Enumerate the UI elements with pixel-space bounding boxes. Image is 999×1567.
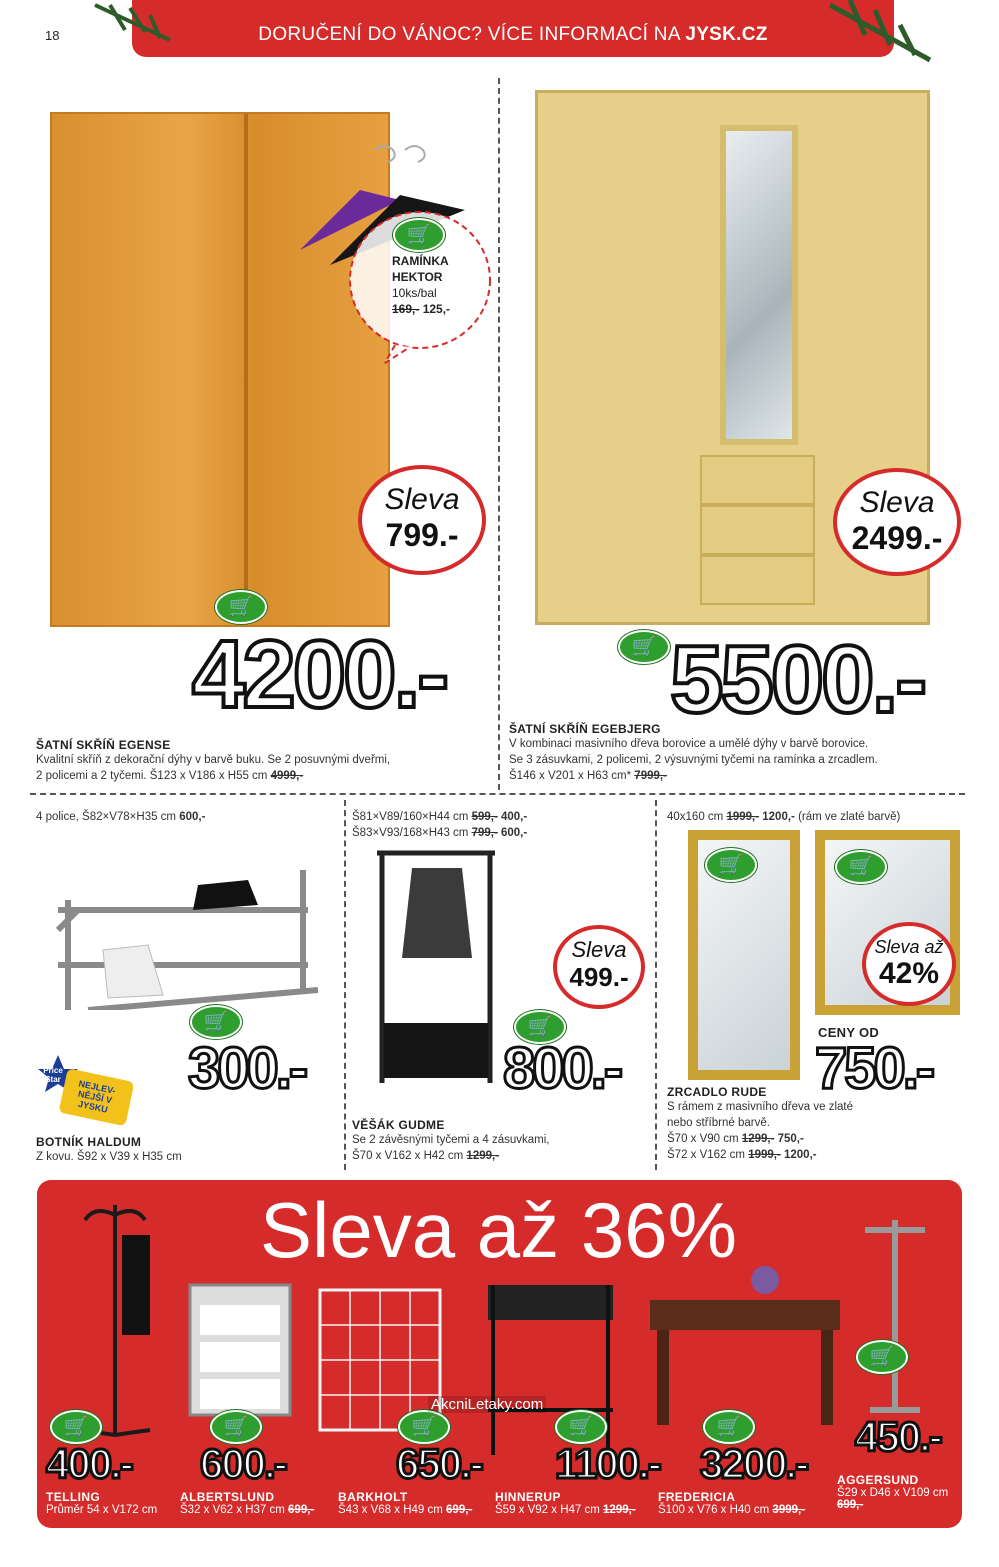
egebjerg-desc1: V kombinaci masivního dřeva borovice a umělé dýhy v barvě borovice.	[509, 738, 869, 750]
coat-stand-image	[70, 1195, 160, 1440]
drawer	[700, 555, 815, 605]
divider	[30, 793, 965, 795]
sale-pct: 42%	[878, 957, 940, 990]
albertslund-info	[180, 1490, 314, 1516]
haldum-variant-text: 4 police, Š82×V78×H35 cm	[36, 811, 180, 823]
sale-price: 499.-	[569, 962, 629, 992]
cart-icon[interactable]: 🛒	[555, 1410, 607, 1444]
sale-price: 2499.-	[851, 520, 943, 556]
rude-d3-new: 750,-	[774, 1133, 804, 1145]
barkholt-desc: Š43 x V68 x H49 cm	[338, 1504, 447, 1516]
hinnerup-name: HINNERUP	[495, 1490, 561, 1504]
hinnerup-info	[495, 1490, 636, 1516]
gudme-variants	[352, 809, 527, 841]
barkholt-info	[338, 1490, 472, 1516]
cart-icon[interactable]: 🛒	[50, 1410, 102, 1444]
shoe-rack-image	[48, 870, 318, 1010]
haldum-price: 300.-	[188, 1036, 306, 1101]
gudme-v1-old: 599,-	[471, 811, 498, 823]
banner-text: DORUČENÍ DO VÁNOC? VÍCE INFORMACÍ NA	[258, 24, 686, 45]
page-number: 18	[45, 28, 60, 43]
rude-variant	[667, 809, 900, 825]
egense-price: 4200.-	[192, 621, 447, 728]
fredericia-info	[658, 1490, 805, 1516]
cart-icon[interactable]: 🛒	[190, 1005, 242, 1039]
badge-cheapest-text: NEJLEV-NĚJŠÍ V JYSKU	[77, 1078, 117, 1115]
egebjerg-price: 5500.-	[670, 626, 925, 733]
rude-d3: Š70 x V90 cm	[667, 1133, 742, 1145]
sale-label: Sleva až	[874, 937, 944, 957]
albertslund-price: 600.-	[200, 1440, 286, 1487]
rude-variant-note: (rám ve zlaté barvě)	[794, 811, 901, 823]
telling-info	[46, 1490, 157, 1516]
egense-name: ŠATNÍ SKŘÍŇ EGENSE	[36, 738, 171, 752]
egense-desc2: 2 policemi a 2 tyčemi. Š123 x V186 x H55 cm	[36, 770, 271, 782]
gudme-v1: Š81×V89/160×H44 cm	[352, 811, 472, 823]
cart-icon[interactable]: 🛒	[835, 850, 887, 884]
rude-name: ZRCADLO RUDE	[667, 1085, 767, 1099]
hangers-pack: 10ks/bal	[392, 286, 437, 300]
tree-branch-icon	[90, 0, 180, 50]
rude-from-label: CENY OD	[818, 1025, 880, 1040]
barkholt-price: 650.-	[396, 1440, 482, 1487]
gudme-desc1: Se 2 závěsnými tyčemi a 4 zásuvkami,	[352, 1134, 550, 1146]
egebjerg-desc2: Se 3 zásuvkami, 2 policemi, 2 výsuvnými tyčemi na ramínka a zrcadlem.	[509, 754, 878, 766]
haldum-info	[36, 1135, 182, 1165]
gudme-v2: Š83×V93/168×H43 cm	[352, 827, 472, 839]
rude-d4-new: 1200,-	[780, 1149, 817, 1161]
gudme-old-price: 1299,-	[466, 1150, 500, 1162]
egense-info	[36, 738, 486, 784]
egense-sale-bubble	[358, 465, 486, 575]
gudme-price: 800.-	[503, 1036, 621, 1101]
barkholt-old: 699,-	[446, 1504, 473, 1516]
rude-variant-text: 40x160 cm	[667, 811, 727, 823]
aggersund-info	[837, 1473, 948, 1511]
aggersund-price: 450.-	[855, 1413, 941, 1460]
haldum-desc: Z kovu. Š92 x V39 x H35 cm	[36, 1151, 182, 1163]
hinnerup-desc: Š59 x V92 x H47 cm	[495, 1504, 604, 1516]
gudme-info	[352, 1118, 550, 1164]
haldum-variant	[36, 809, 205, 825]
cart-icon[interactable]: 🛒	[703, 1410, 755, 1444]
divider	[655, 800, 657, 1170]
sale-label: Sleva	[384, 483, 460, 516]
egebjerg-sale-bubble	[833, 468, 961, 576]
sale-label: Sleva	[571, 937, 627, 962]
red-section-title: Sleva až 36%	[260, 1186, 737, 1274]
rude-d4-old: 1999,-	[748, 1149, 781, 1161]
cart-icon[interactable]: 🛒	[215, 590, 267, 624]
rude-price: 750.-	[815, 1036, 933, 1101]
top-banner[interactable]	[132, 0, 894, 57]
gudme-v2-old: 799,-	[471, 827, 498, 839]
cart-icon[interactable]: 🛒	[398, 1410, 450, 1444]
cart-icon[interactable]: 🛒	[705, 848, 757, 882]
cart-icon[interactable]: 🛒	[856, 1340, 908, 1374]
divider	[498, 78, 500, 790]
watermark[interactable]: AkcniLetaky.com	[428, 1396, 546, 1413]
egebjerg-desc3: Š146 x V201 x H63 cm*	[509, 770, 635, 782]
albertslund-name: ALBERTSLUND	[180, 1490, 275, 1504]
aggersund-old: 699,-	[837, 1499, 864, 1511]
hangers-name1: RAMÍNKA	[392, 254, 449, 268]
hinnerup-old: 1299,-	[603, 1504, 636, 1516]
drawer-trolley-image	[185, 1280, 295, 1425]
hangers-info	[392, 253, 450, 317]
telling-price: 400.-	[46, 1440, 132, 1487]
fredericia-price: 3200.-	[700, 1440, 808, 1487]
console-table-image	[645, 1250, 845, 1430]
rude-sale-bubble	[862, 922, 956, 1006]
egebjerg-info	[509, 722, 979, 784]
egebjerg-name: ŠATNÍ SKŘÍŇ EGEBJERG	[509, 722, 661, 736]
egebjerg-old-price: 7999,-	[634, 770, 667, 782]
barkholt-name: BARKHOLT	[338, 1490, 408, 1504]
gudme-v2-new: 600,-	[497, 827, 528, 839]
cart-icon[interactable]: 🛒	[393, 218, 445, 252]
cart-icon[interactable]: 🛒	[618, 630, 670, 664]
egense-old-price: 4999,-	[270, 770, 304, 782]
albertslund-old: 699,-	[288, 1504, 315, 1516]
rude-variant-old: 1999,-	[726, 811, 760, 823]
hangers-name2: HEKTOR	[392, 270, 443, 284]
haldum-variant-price: 600,-	[179, 811, 206, 823]
gudme-sale-bubble	[553, 925, 645, 1009]
cart-icon[interactable]: 🛒	[210, 1410, 262, 1444]
egebjerg-mirror-image	[720, 125, 798, 445]
rude-desc1: S rámem z masivního dřeva ve zlaté	[667, 1101, 853, 1113]
divider	[344, 800, 346, 1170]
rude-d3-old: 1299,-	[741, 1133, 775, 1145]
gudme-name: VĚŠÁK GUDME	[352, 1118, 445, 1132]
banner-brand[interactable]: JYSK.CZ	[685, 24, 768, 45]
haldum-name: BOTNÍK HALDUM	[36, 1135, 142, 1149]
albertslund-desc: Š32 x V62 x H37 cm	[180, 1504, 289, 1516]
sale-price: 799.-	[385, 517, 459, 553]
rude-info	[667, 1085, 853, 1163]
hangers-price: 125,-	[422, 302, 451, 316]
drawer	[700, 505, 815, 555]
clothes-rack-image	[372, 848, 500, 1088]
gudme-desc2: Š70 x V162 x H42 cm	[352, 1150, 467, 1162]
drawer	[700, 455, 815, 505]
rude-d4: Š72 x V162 cm	[667, 1149, 749, 1161]
hinnerup-price: 1100.-	[555, 1440, 660, 1487]
rude-variant-new: 1200,-	[759, 811, 795, 823]
tree-branch-icon	[820, 0, 940, 70]
fredericia-name: FREDERICIA	[658, 1490, 736, 1504]
telling-name: TELLING	[46, 1490, 101, 1504]
fredericia-old: 3999,-	[772, 1504, 806, 1516]
aggersund-desc: Š29 x D46 x V109 cm	[837, 1487, 949, 1499]
rude-desc2: nebo stříbrné barvě.	[667, 1117, 770, 1129]
fredericia-desc: Š100 x V76 x H40 cm	[658, 1504, 773, 1516]
gudme-v1-new: 400,-	[497, 811, 528, 823]
aggersund-name: AGGERSUND	[837, 1473, 919, 1487]
egense-desc1: Kvalitní skříň z dekorační dýhy v barvě buku. Se 2 posuvnými dveřmi,	[36, 754, 391, 766]
hangers-old-price: 169,-	[392, 302, 420, 316]
cart-icon[interactable]: 🛒	[514, 1010, 566, 1044]
sale-label: Sleva	[859, 486, 935, 519]
valet-stand-image	[855, 1200, 935, 1420]
telling-desc: Průměr 54 x V172 cm	[46, 1504, 158, 1516]
badge-price-star-text: Price Star	[43, 1066, 63, 1084]
